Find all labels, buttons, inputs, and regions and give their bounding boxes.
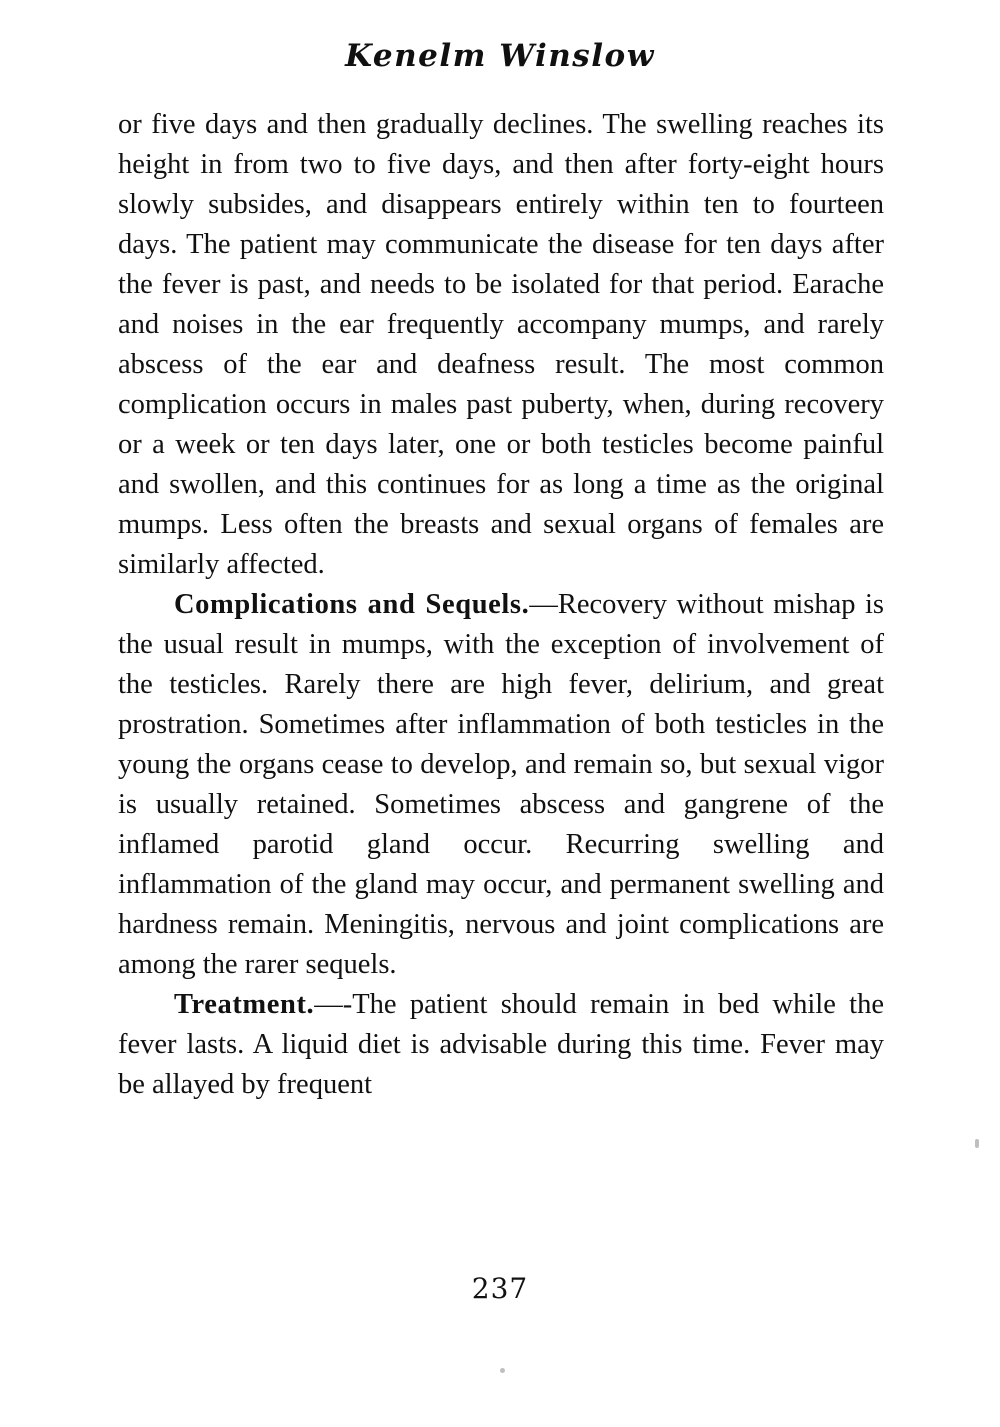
paragraph-text: —Recovery without mishap is the usual result in mumps, with the exception of involvement of the testicles. Rarely there are high fever, delirium, and great prostration. Sometimes after inflammation of both testicles in the young the organs cease to develop, and remain so, but sexual vigor is usually retained. Sometimes abscess and gangrene of the inflamed parotid gland occur. Recurring swelling and inflammation of the gland may occur, and permanent swelling and hardness remain. Meningitis, nervous and joint complications are among the rarer sequels. — [118, 589, 884, 980]
paragraph-text: —-The patient should remain in bed while the fever lasts. A liquid diet is advisable during this time. Fever may be allayed by frequent — [118, 989, 884, 1100]
paragraph-mumps-course — [118, 105, 884, 585]
paragraph-text: or five days and then gradually declines. The swelling reaches its height in from two to five days, and then after forty-eight hours slowly subsides, and disappears entirely within ten to fourteen days. The patient may communicate the disease for ten days after the fever is past, and needs to be isolated for that period. Earache and noises in the ear frequently accompany mumps, and rarely abscess of the ear and deafness result. The most common complication occurs in males past puberty, when, during recovery or a week or ten days later, one or both testicles become painful and swollen, and this continues for as long a time as the original mumps. Less often the breasts and sexual organs of females are similarly affected. — [118, 109, 884, 580]
paper-speck — [975, 1139, 979, 1148]
body-text-column — [118, 105, 884, 1105]
paragraph-runin-heading: Complications and Sequels. — [174, 589, 530, 620]
paragraph-treatment — [118, 985, 884, 1105]
running-head: Kenelm Winslow — [345, 38, 655, 74]
page-number: 237 — [471, 1272, 529, 1305]
paragraph-complications — [118, 585, 884, 985]
paper-speck — [500, 1368, 505, 1373]
paragraph-runin-heading: Treatment. — [174, 989, 315, 1020]
